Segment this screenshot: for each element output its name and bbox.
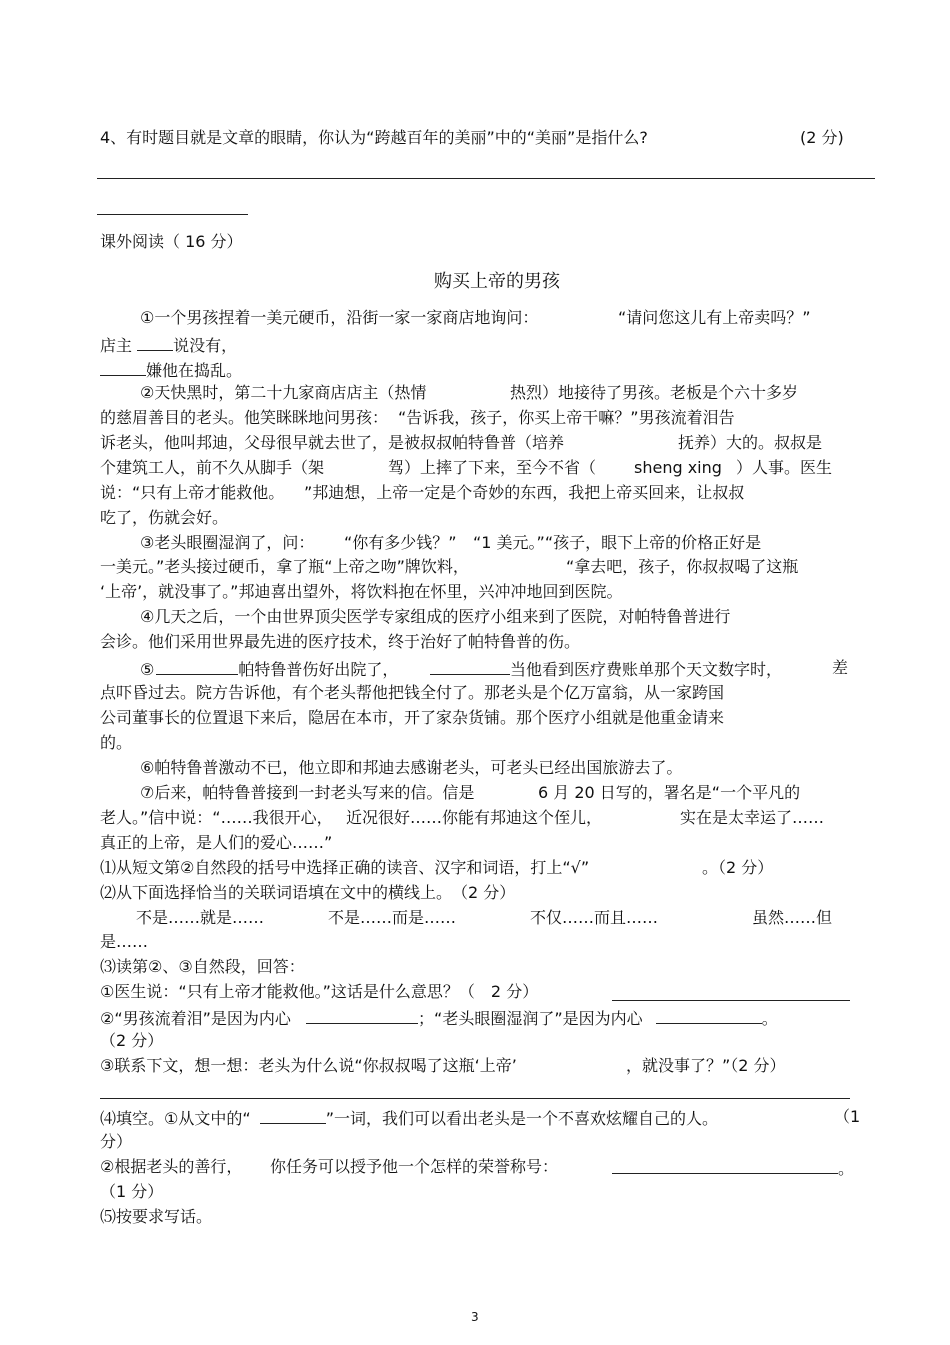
q1-text: ⑴从短文第②自然段的括号中选择正确的读音、汉字和词语，打上“√” (100, 858, 590, 877)
p5-line3: 公司董事长的位置退下来后，隐居在本市，开了家杂货铺。那个医疗小组就是他重金请来 (100, 708, 725, 727)
blank[interactable] (306, 1007, 418, 1024)
p7-line2a: 老人。”信中说：“……我很开心， (100, 808, 333, 827)
q2-option-4-cont: 是…… (100, 932, 149, 951)
q4b-2-text-a: ②根据老头的善行， (100, 1157, 243, 1176)
story-title: 购买上帝的男孩 (434, 271, 560, 292)
p2-line3b: 抚养）大的。叔叔是 (678, 433, 823, 452)
p2-line1a: ②天快黑时，第二十九家商店店主（热情 (140, 383, 427, 402)
q4b-2-text-b: 你任务可以授予他一个怎样的荣誉称号： (270, 1157, 559, 1176)
question-4-score: (2 分) (800, 128, 844, 147)
blank[interactable] (100, 359, 146, 376)
q4b-2-blank: 。 (612, 1157, 854, 1179)
section-heading: 课外阅读（ 16 分） (100, 232, 243, 251)
q5-text: ⑸按要求写话。 (100, 1207, 213, 1226)
q4b-text: ⑷填空。①从文中的“ ”一词，我们可以看出老头是一个不喜欢炫耀自己的人。 (100, 1109, 719, 1128)
q3-3-text-a: ③联系下文，想一想：老头为什么说“你叔叔喝了这瓶‘上帝’ (100, 1056, 517, 1075)
p7-line3: 真正的上帝，是人们的爱心……” (100, 833, 333, 852)
p2-line5a: 说：“只有上帝才能救他。 (100, 483, 285, 502)
blank[interactable] (156, 658, 238, 675)
answer-line[interactable] (100, 1098, 850, 1099)
p2-line3a: 诉老头，他叫邦迪，父母很早就去世了，是被叔叔帕特鲁普（培养 (100, 433, 565, 452)
q4b-2-score: （1 分） (100, 1182, 164, 1201)
answer-line[interactable] (612, 1000, 850, 1001)
p2-line4b: 驾）上摔了下来，至今不省（ (388, 458, 597, 477)
q2-option-1: 不是……就是…… (136, 908, 265, 927)
q3-text: ⑶读第②、③自然段，回答： (100, 957, 305, 976)
p2-line4c: ）人事。医生 (736, 458, 833, 477)
p3-line1a: ③老头眼圈湿润了，问： (140, 533, 315, 552)
p1-line2: 店主 说没有， (100, 336, 238, 355)
q3-1-text: ①医生说：“只有上帝才能救他。”这话是什么意思？（ 2 分） (100, 982, 539, 1001)
p5-line1c: 差 (832, 658, 849, 677)
p1-line3: 嫌他在捣乱。 (100, 359, 242, 381)
p2-line2a: 的慈眉善目的老头。他笑眯眯地问男孩： (100, 408, 389, 427)
p5-line2: 点吓昏过去。院方告诉他，有个老头帮他把钱全付了。那老头是个亿万富翁，从一家跨国 (100, 683, 725, 702)
p2-line5b: ”邦迪想，上帝一定是个奇妙的东西，我把上帝买回来，让叔叔 (304, 483, 745, 502)
page-number: 3 (471, 1310, 479, 1324)
p1-line1: ①一个男孩捏着一美元硬币，沿街一家一家商店地询问： (140, 308, 539, 327)
answer-line-short (97, 214, 248, 215)
p4-line2: 会诊。他们采用世界最先进的医疗技术，终于治好了帕特鲁普的伤。 (100, 632, 581, 651)
p7-line2c: 实在是太幸运了…… (680, 808, 825, 827)
p7-line1b: 6 月 20 日写的，署名是“一个平凡的 (538, 783, 801, 802)
p7-line1a: ⑦后来，帕特鲁普接到一封老头写来的信。信是 (140, 783, 475, 802)
q3-3-text-b: ，就没事了？”（2 分） (626, 1056, 786, 1075)
p2-line1b: 热烈）地接待了男孩。老板是个六十多岁 (510, 383, 799, 402)
answer-line (97, 178, 875, 179)
q3-2-text: ②“男孩流着泪”是因为内心 ；“老头眼圈湿润了”是因为内心 。 (100, 1009, 778, 1028)
p1-quote: “请问您这儿有上帝卖吗？” (618, 308, 811, 327)
p2-line2b: “告诉我，孩子，你买上帝干嘛？”男孩流着泪告 (398, 408, 735, 427)
p5-line4: 的。 (100, 733, 133, 752)
p4-line1: ④几天之后，一个由世界顶尖医学专家组成的医疗小组来到了医院，对帕特鲁普进行 (140, 607, 731, 626)
question-4: 4、有时题目就是文章的眼睛，你认为“跨越百年的美丽”中的“美丽”是指什么? (100, 128, 648, 147)
blank[interactable] (612, 1157, 838, 1174)
q4b-score-a: （1 (834, 1107, 861, 1126)
q1-score: 。（2 分） (702, 858, 774, 877)
q2-option-2: 不是……而是…… (328, 908, 457, 927)
blank[interactable] (430, 658, 510, 675)
p7-line2b: 近况很好……你能有邦迪这个侄儿， (346, 808, 603, 827)
p5-line1a: ⑤ 帕特鲁普伤好出院了， (140, 660, 399, 679)
p3-line3: ‘上帝’，就没事了。”邦迪喜出望外，将饮料抱在怀里，兴冲冲地回到医院。 (100, 582, 623, 601)
p3-line2a: 一美元。”老头接过硬币，拿了瓶“上帝之吻”牌饮料， (100, 557, 469, 576)
p3-line1b: “你有多少钱？” (344, 533, 457, 552)
q2-option-3: 不仅……而且…… (530, 908, 659, 927)
blank[interactable] (137, 334, 173, 351)
q2-text: ⑵从下面选择恰当的关联词语填在文中的横线上。 （2 分） (100, 883, 516, 902)
p3-line1c: “1 美元。”“孩子，眼下上帝的价格正好是 (473, 533, 762, 552)
p5-line1b: 当他看到医疗费账单那个天文数字时， (430, 658, 782, 680)
blank[interactable] (260, 1107, 326, 1124)
q4b-score-b: 分） (100, 1132, 133, 1151)
p2-pinyin: sheng xing (634, 458, 722, 477)
p2-line6: 吃了，伤就会好。 (100, 508, 229, 527)
p6-line1: ⑥帕特鲁普激动不已，他立即和邦迪去感谢老头，可老头已经出国旅游去了。 (140, 758, 683, 777)
p3-line2b: “拿去吧，孩子，你叔叔喝了这瓶 (566, 557, 799, 576)
q3-2-score: （2 分） (100, 1031, 164, 1050)
blank[interactable] (656, 1007, 762, 1024)
q2-option-4: 虽然……但 (752, 908, 833, 927)
p2-line4a: 个建筑工人，前不久从脚手（架 (100, 458, 325, 477)
